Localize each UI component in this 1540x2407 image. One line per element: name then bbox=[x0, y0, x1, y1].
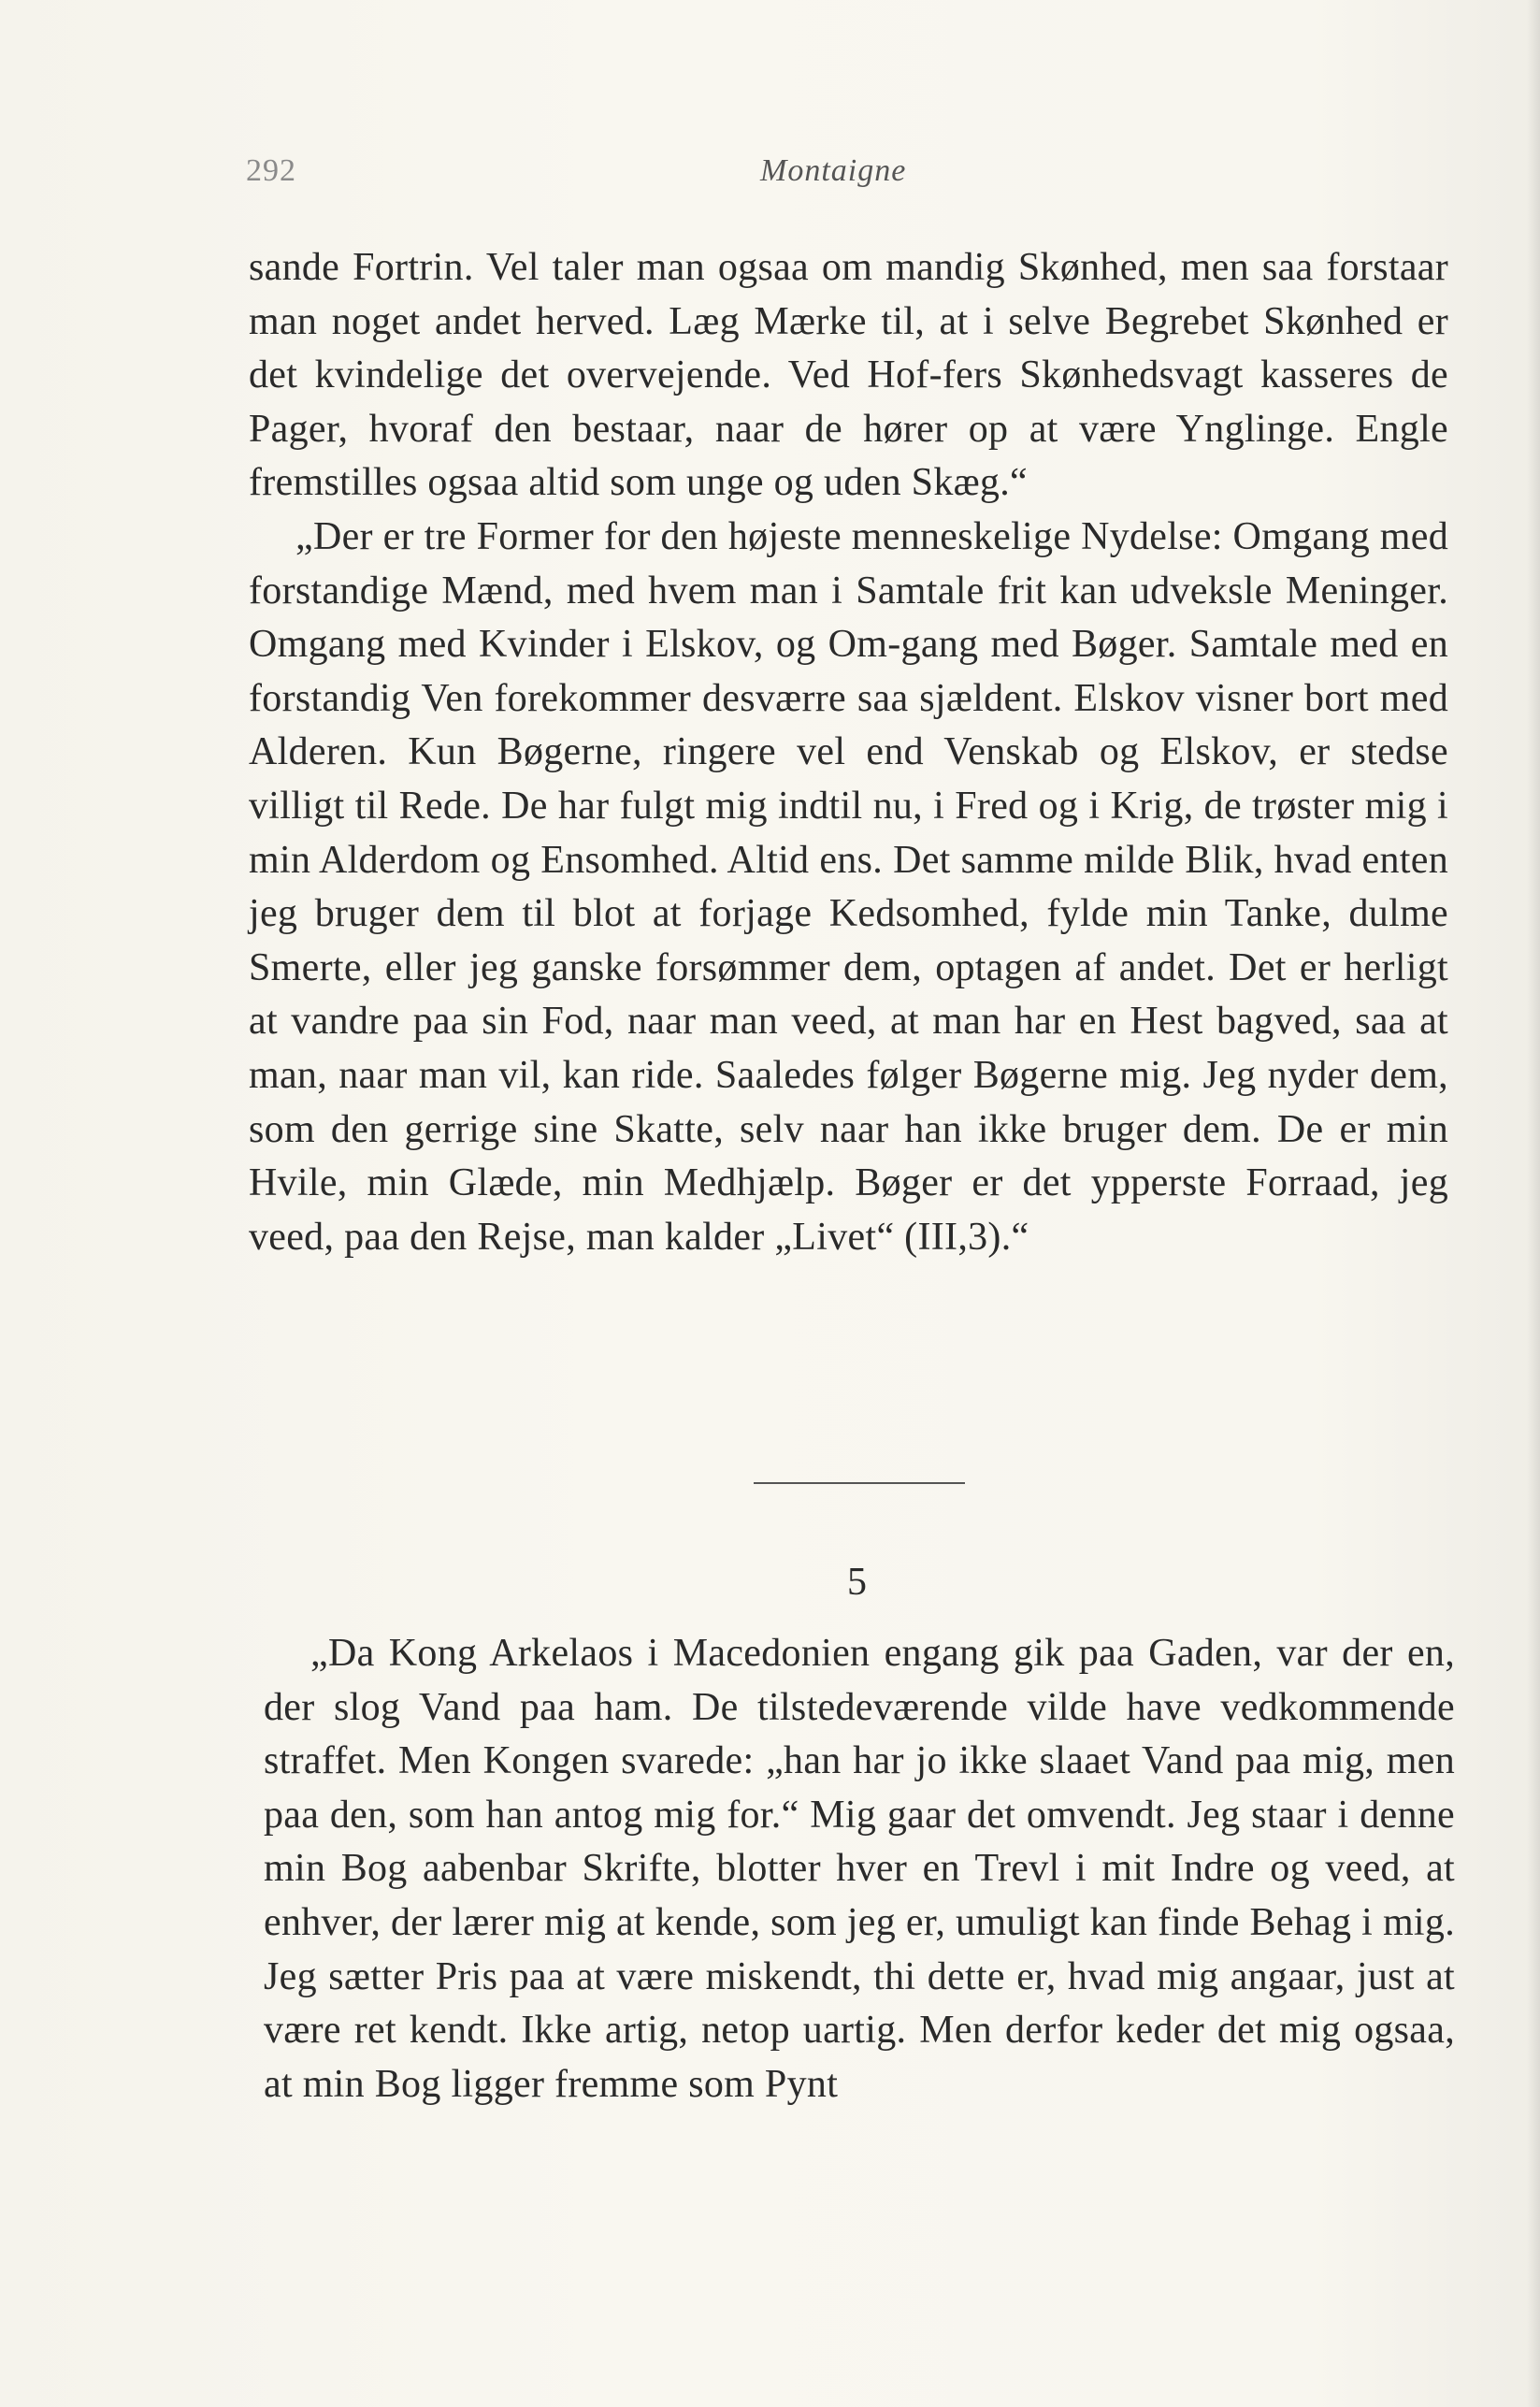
paragraph: „Da Kong Arkelaos i Macedonien engang gik paa Gaden, var der en, der slog Vand paa ham. De tilstedeværende vilde have vedkommende straffet. Men Kongen svarede: „han har jo ikke slaaet Vand paa mig, men paa den, som han antog mig for.“ Mig gaar det omvendt. Jeg staar i denne min Bog aabenbar Skrifte, blotter hver en Trevl i mit Indre og veed, at enhver, der lærer mig at kende, som jeg er, umuligt kan finde Behag i mig. Jeg sætter Pris paa at være miskendt, thi dette er, hvad mig angaar, just at være ret kendt. Ikke artig, netop uartig. Men derfor keder det mig ogsaa, at min Bog ligger fremme som Pynt bbox=[264, 1632, 1455, 2106]
page-header bbox=[246, 153, 1446, 198]
running-title: Montaigne bbox=[760, 153, 907, 188]
section-number: 5 bbox=[847, 1561, 867, 1604]
paragraph: sande Fortrin. Vel taler man ogsaa om mandig Skønhed, men saa forstaar man noget andet herved. Læg Mærke til, at i selve Begrebet Skønhed er det kvindelige det overvejende. Ved Hof-fers Skønhedsvagt kasseres de Pager, hvoraf den bestaar, naar de hører op at være Ynglinge. Engle fremstilles ogsaa altid som unge og uden Skæg.“ bbox=[249, 246, 1448, 505]
page-edge-shadow bbox=[1527, 0, 1540, 2407]
section-divider bbox=[754, 1482, 965, 1484]
text-block-2 bbox=[264, 1627, 1455, 2112]
paragraph: „Der er tre Former for den højeste menneskelige Nydelse: Omgang med forstandige Mænd, med hvem man i Samtale frit kan udveksle Meninger. Omgang med Kvinder i Elskov, og Om-gang med Bøger. Samtale med en forstandig Ven forekommer desværre saa sjældent. Elskov visner bort med Alderen. Kun Bøgerne, ringere vel end Venskab og Elskov, er stedse villigt til Rede. De har fulgt mig indtil nu, i Fred og i Krig, de trøster mig i min Alderdom og Ensomhed. Altid ens. Det samme milde Blik, hvad enten jeg bruger dem til blot at forjage Kedsomhed, fylde min Tanke, dulme Smerte, eller jeg ganske forsømmer dem, optagen af andet. Det er herligt at vandre paa sin Fod, naar man veed, at man har en Hest bagved, saa at man, naar man vil, kan ride. Saaledes følger Bøgerne mig. Jeg nyder dem, som den gerrige sine Skatte, selv naar han ikke bruger dem. De er min Hvile, min Glæde, min Medhjælp. Bøger er det ypperste Forraad, jeg veed, paa den Rejse, man kalder „Livet“ (III,3).“ bbox=[249, 514, 1449, 1259]
text-block-1 bbox=[249, 241, 1448, 1264]
page-number: 292 bbox=[246, 153, 296, 188]
